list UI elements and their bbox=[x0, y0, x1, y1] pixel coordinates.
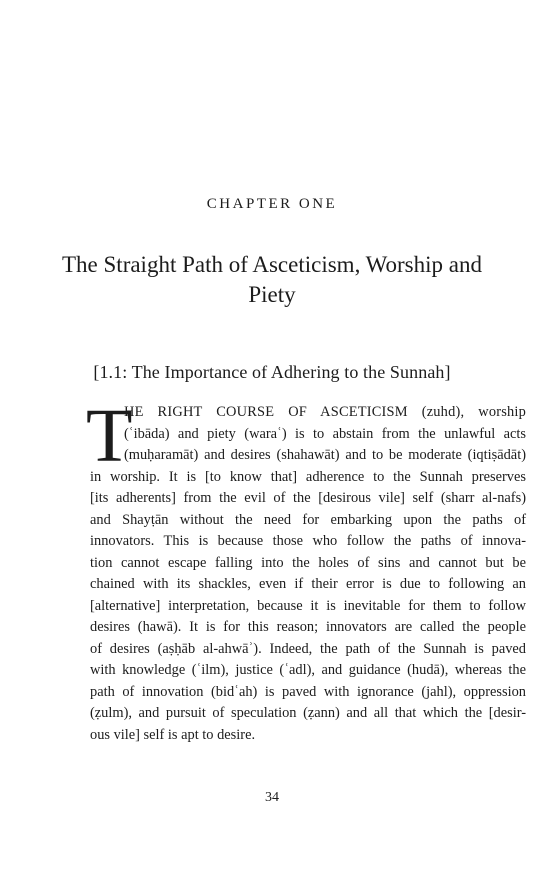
drop-cap: T bbox=[86, 394, 133, 478]
body-paragraph bbox=[86, 394, 526, 746]
text-line: with knowledge (ʿilm), justice (ʿadl), and guidance (hudā), whereas the bbox=[90, 662, 526, 678]
text-line: desires (hawā). It is for this reason; innovators are called the people bbox=[90, 619, 526, 635]
section-heading: [1.1: The Importance of Adhering to the Sunnah] bbox=[93, 362, 451, 382]
text-line: HE RIGHT COURSE OF ASCETICISM (zuhd), worship bbox=[124, 404, 526, 420]
text-line: ous vile] self is apt to desire. bbox=[90, 726, 256, 743]
text-line: [its adherents] from the evil of the [desirous vile] self (sharr al-nafs) bbox=[90, 490, 526, 506]
chapter-label: CHAPTER ONE bbox=[206, 196, 338, 212]
text-line: chained with its shackles, even if their error is due to following an bbox=[90, 576, 526, 592]
text-line: in worship. It is [to know that] adherence to the Sunnah preserves bbox=[90, 468, 526, 485]
page-number: 34 bbox=[265, 790, 279, 805]
text-line: path of innovation (bidʿah) is paved with ignorance (jahl), oppression bbox=[90, 683, 526, 700]
chapter-title: The Straight Path of Asceticism, Worship and Piety bbox=[62, 252, 482, 307]
text-line: tion cannot escape falling into the holes of sins and cannot but be bbox=[90, 554, 526, 571]
text-line: (ʿibāda) and piety (waraʿ) is to abstain from the unlawful acts bbox=[124, 425, 526, 442]
text-line: innovators. This is because those who follow the paths of innova- bbox=[90, 533, 526, 549]
text-line: (ẓulm), and pursuit of speculation (ẓann) and all that which the [desir- bbox=[90, 705, 526, 721]
text-line: [alternative] interpretation, because it is inevitable for them to follow bbox=[90, 597, 526, 614]
text-line: and Shayṭān without the need for embarking upon the paths of bbox=[90, 511, 526, 528]
text-line: (muḥaramāt) and desires (shahawāt) and to be moderate (iqtiṣādāt) bbox=[124, 447, 526, 463]
text-line: of desires (aṣḥāb al-ahwāʾ). Indeed, the path of the Sunnah is paved bbox=[90, 640, 526, 657]
